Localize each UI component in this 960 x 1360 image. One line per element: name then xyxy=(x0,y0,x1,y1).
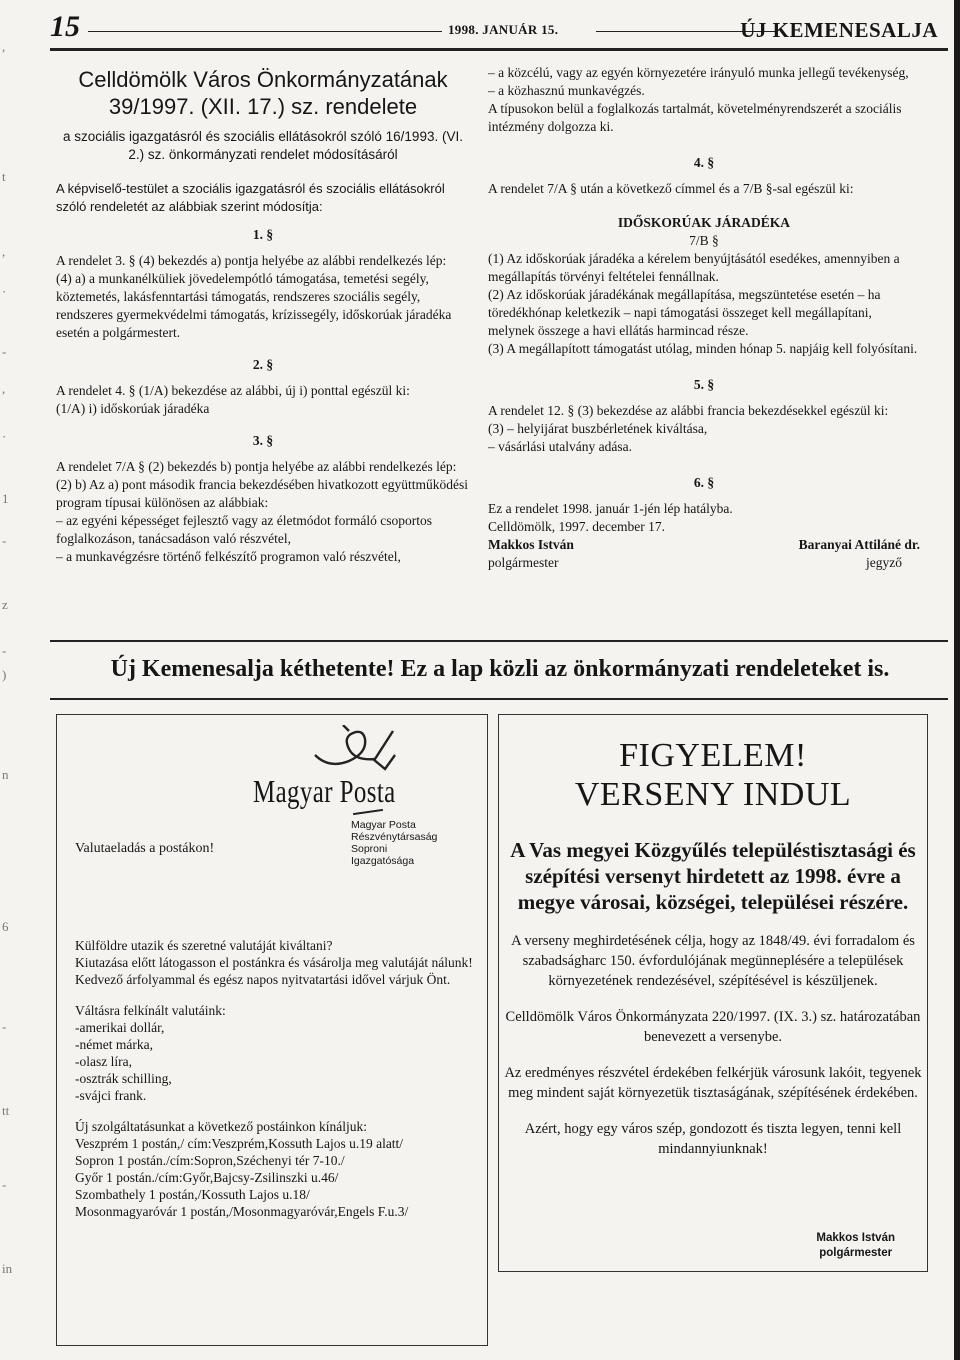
posta-headline: Valutaeladás a postákon! xyxy=(75,841,215,856)
announcement-paragraph: Azért, hogy egy város szép, gondozott és tiszta legyen, tenni kell mindannyiunknak! xyxy=(524,1121,902,1157)
currency-item: -német márka, xyxy=(75,1037,153,1052)
margin-mark: 1 xyxy=(2,491,9,506)
margin-mark: n xyxy=(2,767,9,782)
issue-date: 1998. JANUÁR 15. xyxy=(448,22,559,37)
company-line: Magyar Posta xyxy=(351,819,416,831)
posta-paragraph: Kedvező árfolyammal és egész napos nyitvatartási idővel várjuk Önt. xyxy=(75,972,451,987)
paragraph: A rendelet 7/A § (2) bekezdés b) pontja helyébe az alábbi rendelkezés lép: xyxy=(56,459,457,474)
announcement-headline: FIGYELEM! xyxy=(619,737,807,774)
signer-name: Makkos István xyxy=(488,537,574,552)
announcement-headline: VERSENY INDUL xyxy=(574,776,852,813)
section-heading: 3. § xyxy=(252,433,274,448)
header-underline xyxy=(50,48,948,51)
competition-announcement xyxy=(498,714,928,1272)
ordinance-title xyxy=(56,66,470,120)
ordinance-title-line: Celldömölk Város Önkormányzatának xyxy=(78,67,448,92)
currency-item: -svájci frank. xyxy=(75,1088,147,1103)
post-horn-logo-icon xyxy=(309,725,399,775)
margin-mark: z xyxy=(2,597,8,612)
margin-mark: - xyxy=(2,533,7,548)
page-number: 15 xyxy=(50,10,80,43)
margin-mark: · xyxy=(2,284,7,299)
paragraph: A típusokon belül a foglalkozás tartalmát, követelményrendszerét a szociális intézmény dolgozza ki. xyxy=(488,101,902,134)
paragraph: – a közcélú, vagy az egyén környezetére irányuló munka jellegű tevékenység, xyxy=(488,65,909,80)
signatures xyxy=(488,536,920,576)
margin-mark: t xyxy=(2,169,6,184)
paragraph: (4) a) a munkanélküliek jövedelempótló támogatása, temetési segély, köztemetés, lakásfenntartási támogatás, rendszeres szociális segély, rendszeres gyermekvédelmi támogatás, krízissegély, időskorúak járadéka esetén a polgármestert. xyxy=(56,271,452,340)
section-divider xyxy=(50,640,948,642)
post-office-item: Mosonmagyaróvár 1 postán,/Mosonmagyaróvár,Engels F.u.3/ xyxy=(75,1204,409,1219)
currencies-heading: Váltásra felkínált valutáink: xyxy=(75,1003,226,1018)
section-heading: 4. § xyxy=(693,155,715,170)
announcement-signature xyxy=(816,1231,895,1261)
margin-mark: 6 xyxy=(2,919,9,934)
margin-mark: , xyxy=(2,381,6,396)
margin-mark: , xyxy=(2,39,6,54)
company-line: Soproni xyxy=(351,843,388,855)
posta-company xyxy=(351,819,437,867)
signer-role: jegyző xyxy=(866,555,902,570)
announcement-organizer: A Vas megyei Közgyűlés településtisztasági és szépítési versenyt hirdetett az 1998. évre a megye városai, községei, települései részére. xyxy=(510,838,916,914)
post-office-item: Sopron 1 postán./cím:Sopron,Széchenyi tér 7-10./ xyxy=(75,1153,345,1168)
currency-item: -osztrák schilling, xyxy=(75,1071,172,1086)
paragraph: (3) A megállapított támogatást utólag, minden hónap 5. napjáig kell folyósítani. xyxy=(488,341,918,356)
paragraph: (2) b) Az a) pont második francia bekezdésében hivatkozott együttműködési program típusai különösen az alábbiak: xyxy=(56,477,468,510)
ordinance-intro: A képviselő-testület a szociális igazgatásról és szociális ellátásokról szóló rendeletét az alábbiak szerint módosítja: xyxy=(56,181,445,214)
posta-advertisement xyxy=(56,714,488,1346)
promo-banner: Új Kemenesalja kéthetente! Ez a lap közli az önkormányzati rendeleteket is. xyxy=(110,656,890,682)
section-heading: 5. § xyxy=(693,377,715,392)
ordinance-left-column xyxy=(56,66,470,566)
post-office-item: Győr 1 postán./cím:Győr,Bajcsy-Zsilinszki u.46/ xyxy=(75,1170,339,1185)
signer-name: Baranyai Attiláné dr. xyxy=(798,537,920,552)
paragraph: (2) Az időskorúak járadékának megállapítása, megszüntetése esetén – ha töredékhónap keletkezik – napi támogatási összeget kell megállapítani, melynek összege a havi ellátás harmincad része. xyxy=(488,287,881,338)
paragraph: (1) Az időskorúak járadéka a kérelem benyújtásától esedékes, amennyiben a megállapítás törvényi feltételei fennállnak. xyxy=(488,251,900,284)
posta-body xyxy=(75,937,475,1220)
posta-brand-name: Magyar Posta xyxy=(253,773,396,809)
margin-mark: , xyxy=(2,244,6,259)
section-heading: 2. § xyxy=(252,357,274,372)
page-header xyxy=(50,12,948,48)
ordinance-title-line: 39/1997. (XII. 17.) sz. rendelete xyxy=(108,94,418,119)
paragraph: – vásárlási utalvány adása. xyxy=(488,439,632,454)
posta-paragraph: Külföldre utazik és szeretné valutáját kiváltani? xyxy=(75,938,333,953)
ordinance-subtitle: a szociális igazgatásról és szociális ellátásokról szóló 16/1993. (VI. 2.) sz. önkormányzati rendelet módosításáról xyxy=(63,129,463,162)
section-subheading: 7/B § xyxy=(689,233,719,248)
signer-role: polgármester xyxy=(819,1247,893,1259)
header-rule xyxy=(88,31,442,32)
paragraph: (1/A) i) időskorúak járadéka xyxy=(56,401,210,416)
paragraph: Celldömölk, 1997. december 17. xyxy=(488,519,665,534)
ordinance-right-column xyxy=(488,64,920,576)
section-heading: 1. § xyxy=(252,227,274,242)
company-line: Részvénytársaság xyxy=(351,831,438,843)
paragraph: A rendelet 7/A § után a következő címmel és a 7/B §-sal egészül ki: xyxy=(488,181,854,196)
signer-role: polgármester xyxy=(488,555,559,570)
company-line: Igazgatósága xyxy=(351,855,415,867)
service-heading: Új szolgáltatásunkat a következő postáinkon kínáljuk: xyxy=(75,1119,368,1134)
paragraph: – az egyéni képességet fejlesztő vagy az életmódot formáló csoportos foglalkozáson, tanácsadáson való részvétel, xyxy=(56,513,432,546)
paragraph: A rendelet 3. § (4) bekezdés a) pontja helyébe az alábbi rendelkezés lép: xyxy=(56,253,447,268)
margin-mark: · xyxy=(2,429,7,444)
paragraph: – a közhasznú munkavégzés. xyxy=(488,83,645,98)
paragraph: (3) – helyijárat buszbérletének kiváltása, xyxy=(488,421,708,436)
paragraph: – a munkavégzésre történő felkészítő programon való részvétel, xyxy=(56,549,401,564)
margin-mark: - xyxy=(2,344,7,359)
announcement-paragraph: Az eredményes részvétel érdekében felkérjük városunk lakóit, tegyenek meg mindent saját környezetük tisztaságának, szépítésének érdekében. xyxy=(504,1065,922,1101)
section-heading: 6. § xyxy=(693,475,715,490)
currency-item: -olasz líra, xyxy=(75,1054,132,1069)
margin-mark: - xyxy=(2,643,7,658)
margin-mark: tt xyxy=(2,1103,10,1118)
currency-item: -amerikai dollár, xyxy=(75,1020,165,1035)
paragraph: Ez a rendelet 1998. január 1-jén lép hatályba. xyxy=(488,501,733,516)
announcement-paragraph: Celldömölk Város Önkormányzata 220/1997. (IX. 3.) sz. határozatában benevezett a versenybe. xyxy=(505,1009,921,1045)
post-office-item: Veszprém 1 postán,/ cím:Veszprém,Kossuth Lajos u.19 alatt/ xyxy=(75,1136,404,1151)
signer-name: Makkos István xyxy=(816,1232,895,1244)
newspaper-title: ÚJ KEMENESALJA xyxy=(740,18,938,42)
post-office-item: Szombathely 1 postán,/Kossuth Lajos u.18/ xyxy=(75,1187,310,1202)
paragraph: A rendelet 4. § (1/A) bekezdése az alábbi, új i) ponttal egészül ki: xyxy=(56,383,410,398)
left-margin-marks xyxy=(2,40,16,1340)
paragraph: A rendelet 12. § (3) bekezdése az alábbi francia bekezdésekkel egészül ki: xyxy=(488,403,889,418)
posta-paragraph: Kiutazása előtt látogasson el postánkra és vásárolja meg valutáját nálunk! xyxy=(75,955,473,970)
section-title: IDŐSKORÚAK JÁRADÉKA xyxy=(617,215,791,230)
margin-mark: - xyxy=(2,1019,7,1034)
scan-edge-shadow xyxy=(954,0,960,1360)
section-divider xyxy=(50,698,948,700)
announcement-paragraph: A verseny meghirdetésének célja, hogy az 1848/49. évi forradalom és szabadságharc 150. évfordulójának megünneplésére a települések környezetének rendezésével, szépítésével is készüljenek. xyxy=(511,933,915,989)
margin-mark: - xyxy=(2,1177,7,1192)
margin-mark: in xyxy=(2,1261,13,1276)
margin-mark: ) xyxy=(2,667,7,682)
